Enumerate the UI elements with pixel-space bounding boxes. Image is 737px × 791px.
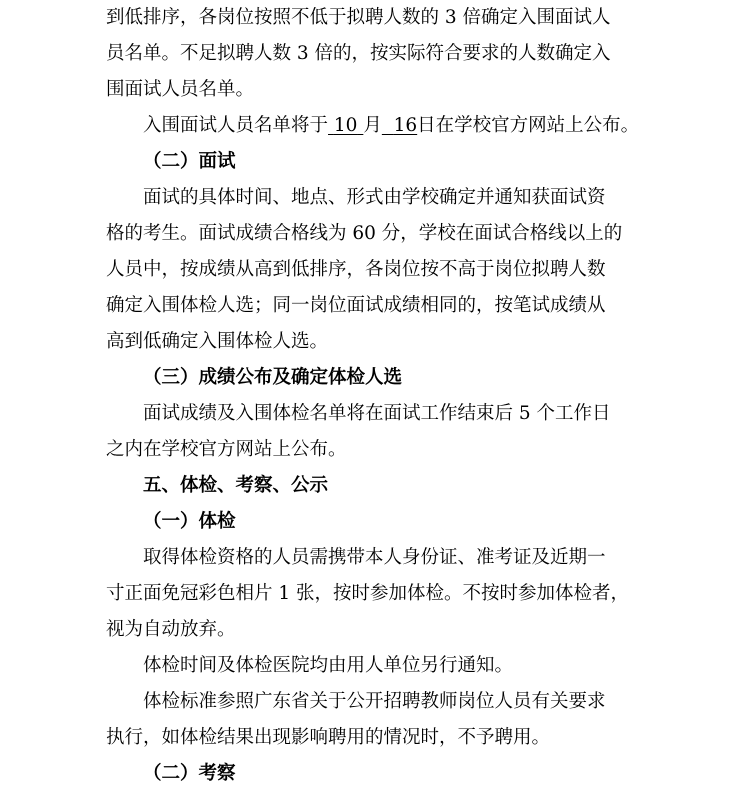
paragraph-line: 围面试人员名单。 [106,79,255,100]
paragraph-line: 员名单。不足拟聘人数 3 倍的，按实际符合要求的人数确定入 [106,43,611,64]
announcement-month-unit: 月 [363,115,382,136]
paragraph-line: 寸正面免冠彩色相片 1 张，按时参加体检。不按时参加体检者， [106,583,630,604]
paragraph-line: 视为自动放弃。 [106,619,236,640]
announcement-line [143,114,639,138]
announcement-suffix: 日在学校官方网站上公布。 [417,115,640,136]
paragraph-line: 执行，如体检结果出现影响聘用的情况时，不予聘用。 [106,727,551,748]
paragraph-line: 之内在学校官方网站上公布。 [106,439,347,460]
chapter-heading-physical-exam: 五、体检、考察、公示 [143,475,329,496]
section-heading-results: （三）成绩公布及确定体检人选 [143,367,403,388]
announcement-day: 16 [393,115,418,136]
paragraph-line: 确定入围体检人选；同一岗位面试成绩相同的，按笔试成绩从 [106,295,606,316]
section-heading-physical-exam: （一）体检 [143,511,236,532]
paragraph-line: 格的考生。面试成绩合格线为 60 分，学校在面试合格线以上的 [106,223,623,244]
paragraph-line: 人员中，按成绩从高到低排序，各岗位按不高于岗位拟聘人数 [106,259,606,280]
paragraph-line: 面试的具体时间、地点、形式由学校确定并通知获面试资 [143,187,606,208]
paragraph-line: 体检时间及体检医院均由用人单位另行通知。 [143,655,514,676]
announcement-prefix: 入围面试人员名单将于 [143,115,329,136]
section-heading-interview: （二）面试 [143,151,236,172]
paragraph-line: 高到低确定入围体检人选。 [106,331,329,352]
announcement-month: 10 [333,115,358,136]
paragraph-line: 取得体检资格的人员需携带本人身份证、准考证及近期一 [143,547,606,568]
paragraph-line: 面试成绩及入围体检名单将在面试工作结束后 5 个工作日 [143,403,611,424]
section-heading-investigation: （二）考察 [143,763,236,784]
paragraph-line: 体检标准参照广东省关于公开招聘教师岗位人员有关要求 [143,691,606,712]
paragraph-line: 到低排序，各岗位按照不低于拟聘人数的 3 倍确定入围面试人 [106,7,611,28]
